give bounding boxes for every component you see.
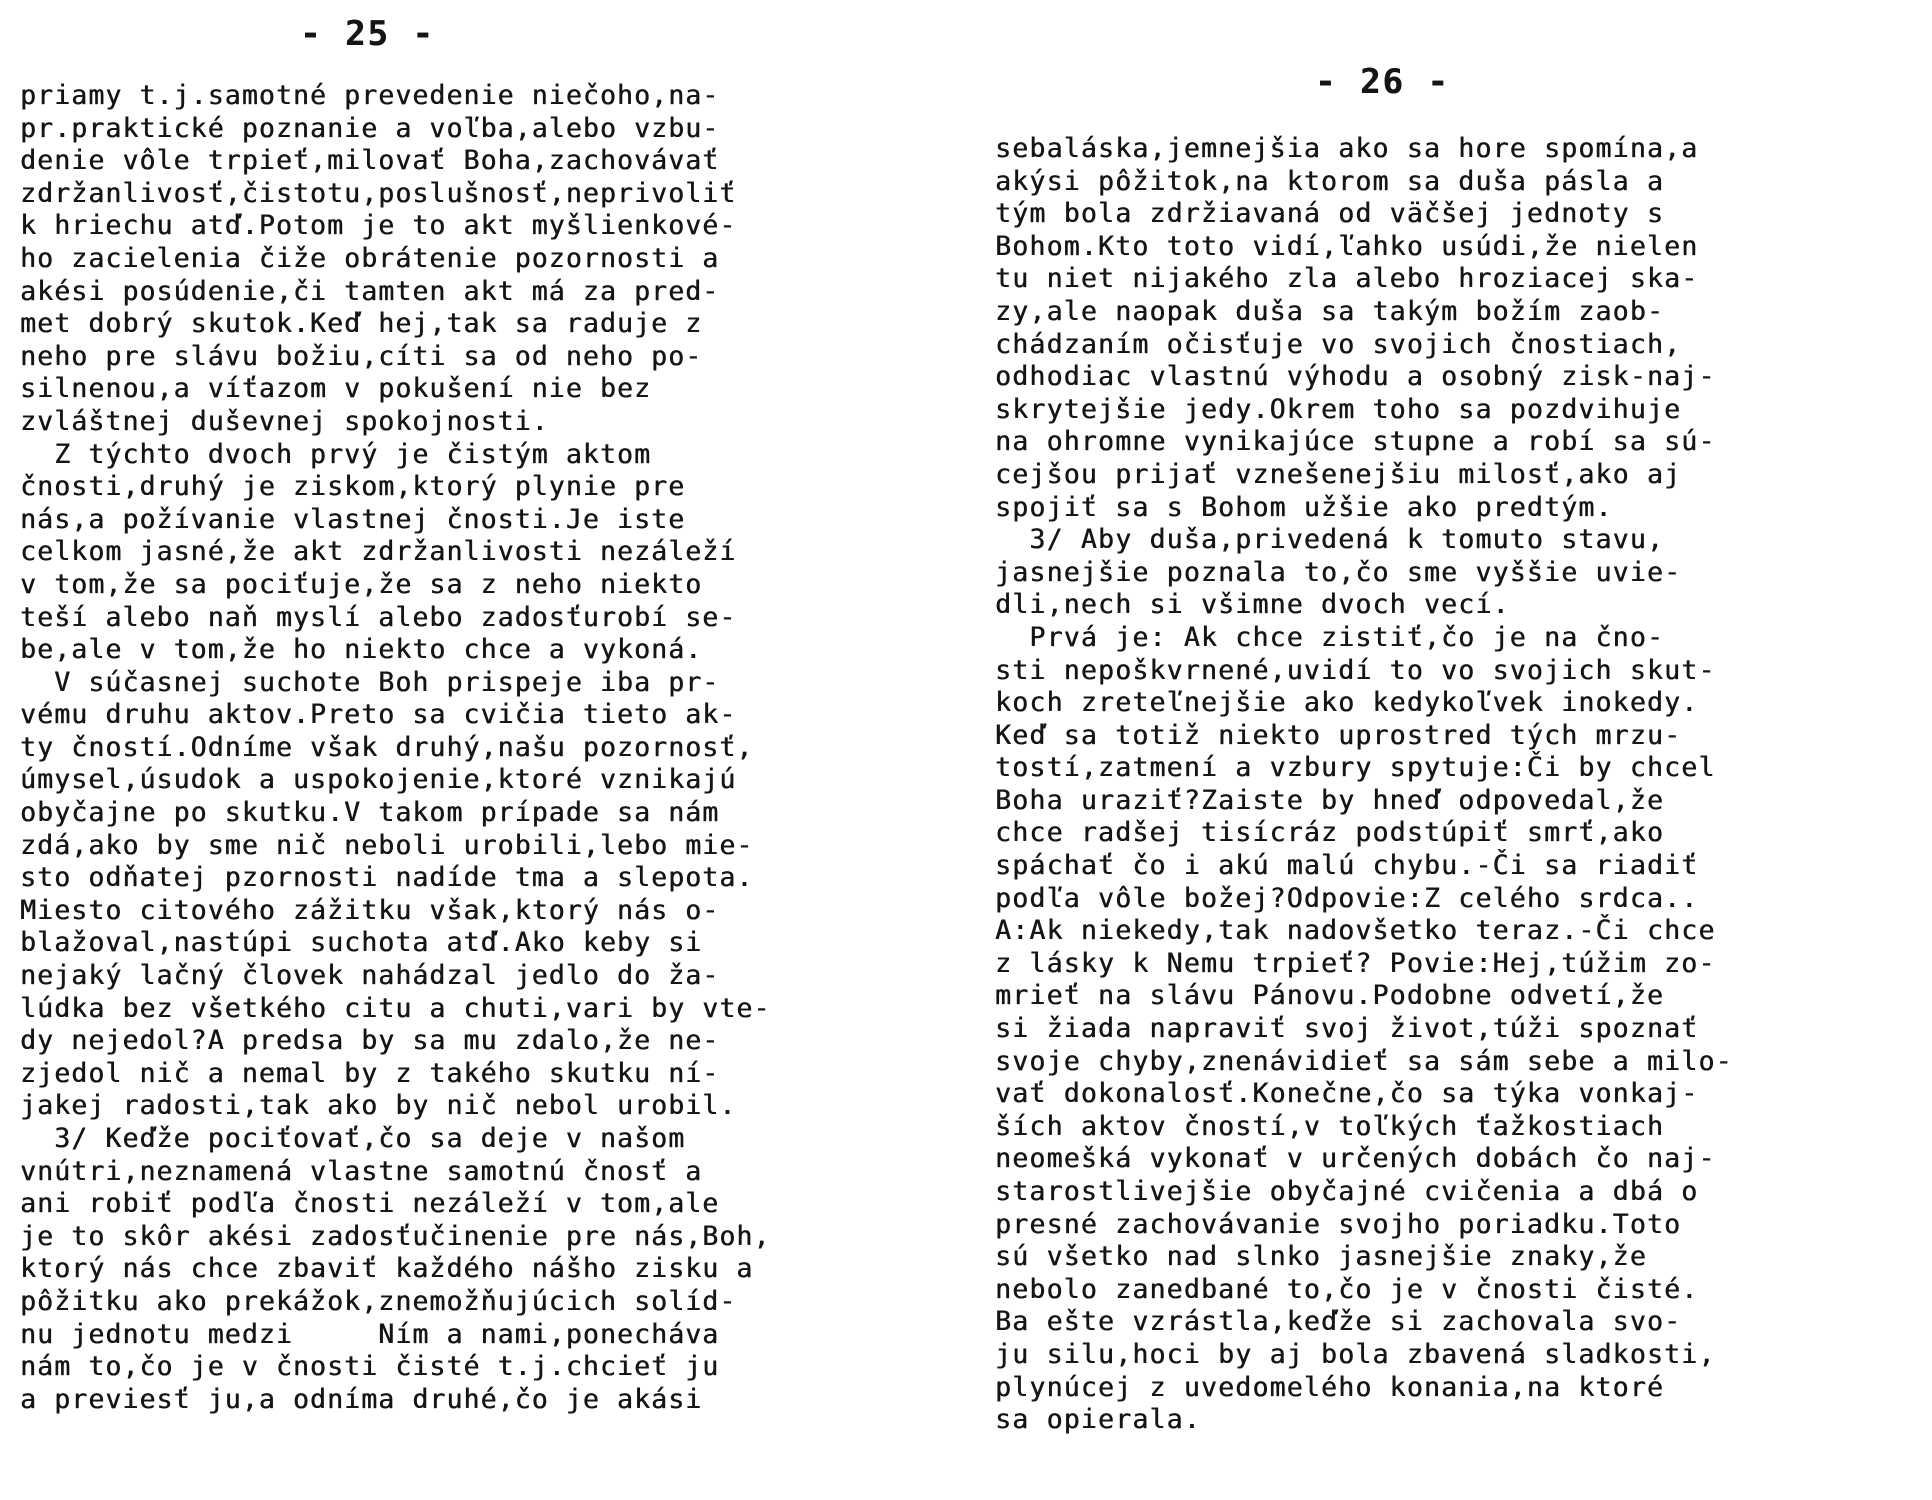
text-line: sti nepoškvrnené,uvidí to vo svojich skut- bbox=[995, 654, 1716, 686]
text-line: vému druhu aktov.Preto sa cvičia tieto ak- bbox=[20, 699, 737, 731]
text-line: dy nejedol?A predsa by sa mu zdalo,že ne- bbox=[20, 1025, 720, 1057]
text-line: spáchať čo i akú malú chybu.-Či sa riadiť bbox=[995, 850, 1699, 882]
text-line: skrytejšie jedy.Okrem toho sa pozdvihuje bbox=[995, 393, 1682, 425]
text-line: z lásky k Nemu trpieť? Povie:Hej,túžim zo- bbox=[995, 947, 1716, 979]
text-line: Prvá je: Ak chce zistiť,čo je na čno- bbox=[995, 621, 1665, 653]
text-line: chce radšej tisícráz podstúpiť smrť,ako bbox=[995, 817, 1665, 849]
text-line: tostí,zatmení a vzbury spytuje:Či by chcel bbox=[995, 752, 1716, 784]
text-line: zvláštnej duševnej spokojnosti. bbox=[20, 405, 549, 437]
text-line: priamy t.j.samotné prevedenie niečoho,na- bbox=[20, 80, 720, 111]
text-line: 3/ Aby duša,privedená k tomuto stavu, bbox=[995, 524, 1665, 556]
text-line: jasnejšie poznala to,čo sme vyššie uvie- bbox=[995, 556, 1682, 588]
text-line: spojiť sa s Bohom užšie ako predtým. bbox=[995, 491, 1613, 523]
text-line: ších aktov čností,v toľkých ťažkostiach bbox=[995, 1110, 1665, 1142]
text-line: neomešká vykonať v určených dobách čo naj- bbox=[995, 1143, 1716, 1175]
page-text bbox=[995, 133, 1733, 1437]
text-line: vať dokonalosť.Konečne,čo sa týka vonkaj- bbox=[995, 1078, 1699, 1110]
text-line: zdržanlivosť,čistotu,poslušnosť,neprivoliť bbox=[20, 177, 737, 209]
text-line: sú všetko nad slnko jasnejšie znaky,že bbox=[995, 1241, 1647, 1273]
page-text bbox=[20, 80, 770, 1416]
text-line: ty čností.Odníme však druhý,našu pozornosť, bbox=[20, 731, 754, 763]
text-line: tým bola zdržiavaná od väčšej jednoty s bbox=[995, 198, 1665, 230]
text-line: zy,ale naopak duša sa takým božím zaob- bbox=[995, 295, 1665, 327]
text-line: sa opierala. bbox=[995, 1404, 1201, 1436]
text-line: 3/ Keďže pociťovať,čo sa deje v našom bbox=[20, 1123, 686, 1154]
text-line: nu jednotu medzi Ním a nami,ponecháva bbox=[20, 1318, 720, 1350]
text-line: cejšou prijať vznešenejšiu milosť,ako aj bbox=[995, 458, 1682, 490]
text-line: neho pre slávu božiu,cíti sa od neho po- bbox=[20, 340, 703, 372]
page-number: - 26 - bbox=[1315, 62, 1450, 102]
text-line: Boha uraziť?Zaiste by hneď odpovedal,že bbox=[995, 784, 1665, 816]
text-line: nebolo zanedbané to,čo je v čnosti čisté. bbox=[995, 1273, 1699, 1305]
text-line: teší alebo naň myslí alebo zadosťurobí se- bbox=[20, 601, 737, 633]
text-line: ho zacielenia čiže obrátenie pozornosti a bbox=[20, 242, 720, 274]
text-line: ani robiť podľa čnosti nezáleží v tom,ale bbox=[20, 1188, 720, 1220]
text-line: Keď sa totiž niekto uprostred tých mrzu- bbox=[995, 719, 1682, 751]
text-line: pôžitku ako prekážok,znemožňujúcich solíd- bbox=[20, 1285, 737, 1317]
text-line: akési posúdenie,či tamten akt má za pred- bbox=[20, 275, 720, 307]
text-line: si žiada napraviť svoj život,túži spoznať bbox=[995, 1013, 1699, 1045]
text-line: je to skôr akési zadosťučinenie pre nás,Boh, bbox=[20, 1220, 771, 1252]
text-line: plynúcej z uvedomelého konania,na ktoré bbox=[995, 1371, 1665, 1403]
text-line: Ba ešte vzrástla,keďže si zachovala svo- bbox=[995, 1306, 1682, 1338]
text-line: presné zachovávanie svojho poriadku.Toto bbox=[995, 1208, 1682, 1240]
text-line: mrieť na slávu Pánovu.Podobne odvetí,že bbox=[995, 980, 1665, 1012]
text-line: be,ale v tom,že ho niekto chce a vykoná. bbox=[20, 634, 703, 666]
text-line: akýsi pôžitok,na ktorom sa duša pásla a bbox=[995, 165, 1665, 197]
text-line: starostlivejšie obyčajné cvičenia a dbá o bbox=[995, 1176, 1699, 1207]
text-line: A:Ak niekedy,tak nadovšetko teraz.-Či chce bbox=[995, 915, 1716, 947]
text-line: blažoval,nastúpi suchota atď.Ako keby si bbox=[20, 927, 703, 959]
text-line: pr.praktické poznanie a voľba,alebo vzbu- bbox=[20, 112, 720, 144]
text-line: lúdka bez všetkého citu a chuti,vari by vte- bbox=[20, 992, 771, 1024]
text-line: na ohromne vynikajúce stupne a robí sa sú- bbox=[995, 426, 1716, 458]
text-line: met dobrý skutok.Keď hej,tak sa raduje z bbox=[20, 308, 703, 340]
text-line: nejaký lačný človek nahádzal jedlo do ža- bbox=[20, 960, 720, 992]
text-line: V súčasnej suchote Boh prispeje iba pr- bbox=[20, 666, 720, 698]
text-line: v tom,že sa pociťuje,že sa z neho niekto bbox=[20, 568, 703, 600]
text-line: silnenou,a víťazom v pokušení nie bez bbox=[20, 373, 652, 405]
text-line: ktorý nás chce zbaviť každého nášho zisku a bbox=[20, 1253, 754, 1285]
text-line: vnútri,neznamená vlastne samotnú čnosť a bbox=[20, 1155, 703, 1187]
text-line: dli,nech si všimne dvoch vecí. bbox=[995, 589, 1510, 621]
text-line: odhodiac vlastnú výhodu a osobný zisk-naj- bbox=[995, 361, 1716, 393]
text-line: zjedol nič a nemal by z takého skutku ní- bbox=[20, 1057, 720, 1089]
text-line: Bohom.Kto toto vidí,ľahko usúdi,že nielen bbox=[995, 230, 1699, 262]
text-line: a previesť ju,a odníma druhé,čo je akási bbox=[20, 1383, 703, 1415]
text-line: koch zreteľnejšie ako kedykoľvek inokedy. bbox=[995, 687, 1699, 719]
text-line: ju silu,hoci by aj bola zbavená sladkosti, bbox=[995, 1338, 1716, 1370]
text-line: tu niet nijakého zla alebo hroziacej ska- bbox=[995, 263, 1699, 295]
text-line: chádzaním očisťuje vo svojich čnostiach, bbox=[995, 328, 1682, 360]
text-line: úmysel,úsudok a uspokojenie,ktoré vznikajú bbox=[20, 764, 737, 796]
text-line: svoje chyby,znenávidieť sa sám sebe a milo- bbox=[995, 1045, 1733, 1077]
text-line: Z týchto dvoch prvý je čistým aktom bbox=[20, 438, 652, 470]
text-line: sto odňatej pzornosti nadíde tma a slepota. bbox=[20, 862, 754, 894]
text-line: denie vôle trpieť,milovať Boha,zachovávať bbox=[20, 145, 720, 177]
text-line: zdá,ako by sme nič neboli urobili,lebo mie- bbox=[20, 829, 754, 861]
text-line: celkom jasné,že akt zdržanlivosti nezáleží bbox=[20, 536, 737, 568]
text-line: sebaláska,jemnejšia ako sa hore spomína,a bbox=[995, 133, 1699, 164]
text-line: Miesto citového zážitku však,ktorý nás o- bbox=[20, 894, 720, 926]
text-line: podľa vôle božej?Odpovie:Z celého srdca.. bbox=[995, 882, 1699, 914]
text-line: obyčajne po skutku.V takom prípade sa nám bbox=[20, 797, 720, 829]
text-line: k hriechu atď.Potom je to akt myšlienkové- bbox=[20, 210, 737, 242]
text-line: jakej radosti,tak ako by nič nebol urobil. bbox=[20, 1090, 737, 1122]
text-line: čnosti,druhý je ziskom,ktorý plynie pre bbox=[20, 471, 686, 503]
text-line: nás,a požívanie vlastnej čnosti.Je iste bbox=[20, 503, 686, 535]
page-number: - 25 - bbox=[300, 14, 435, 54]
text-line: nám to,čo je v čnosti čisté t.j.chcieť ju bbox=[20, 1351, 720, 1383]
